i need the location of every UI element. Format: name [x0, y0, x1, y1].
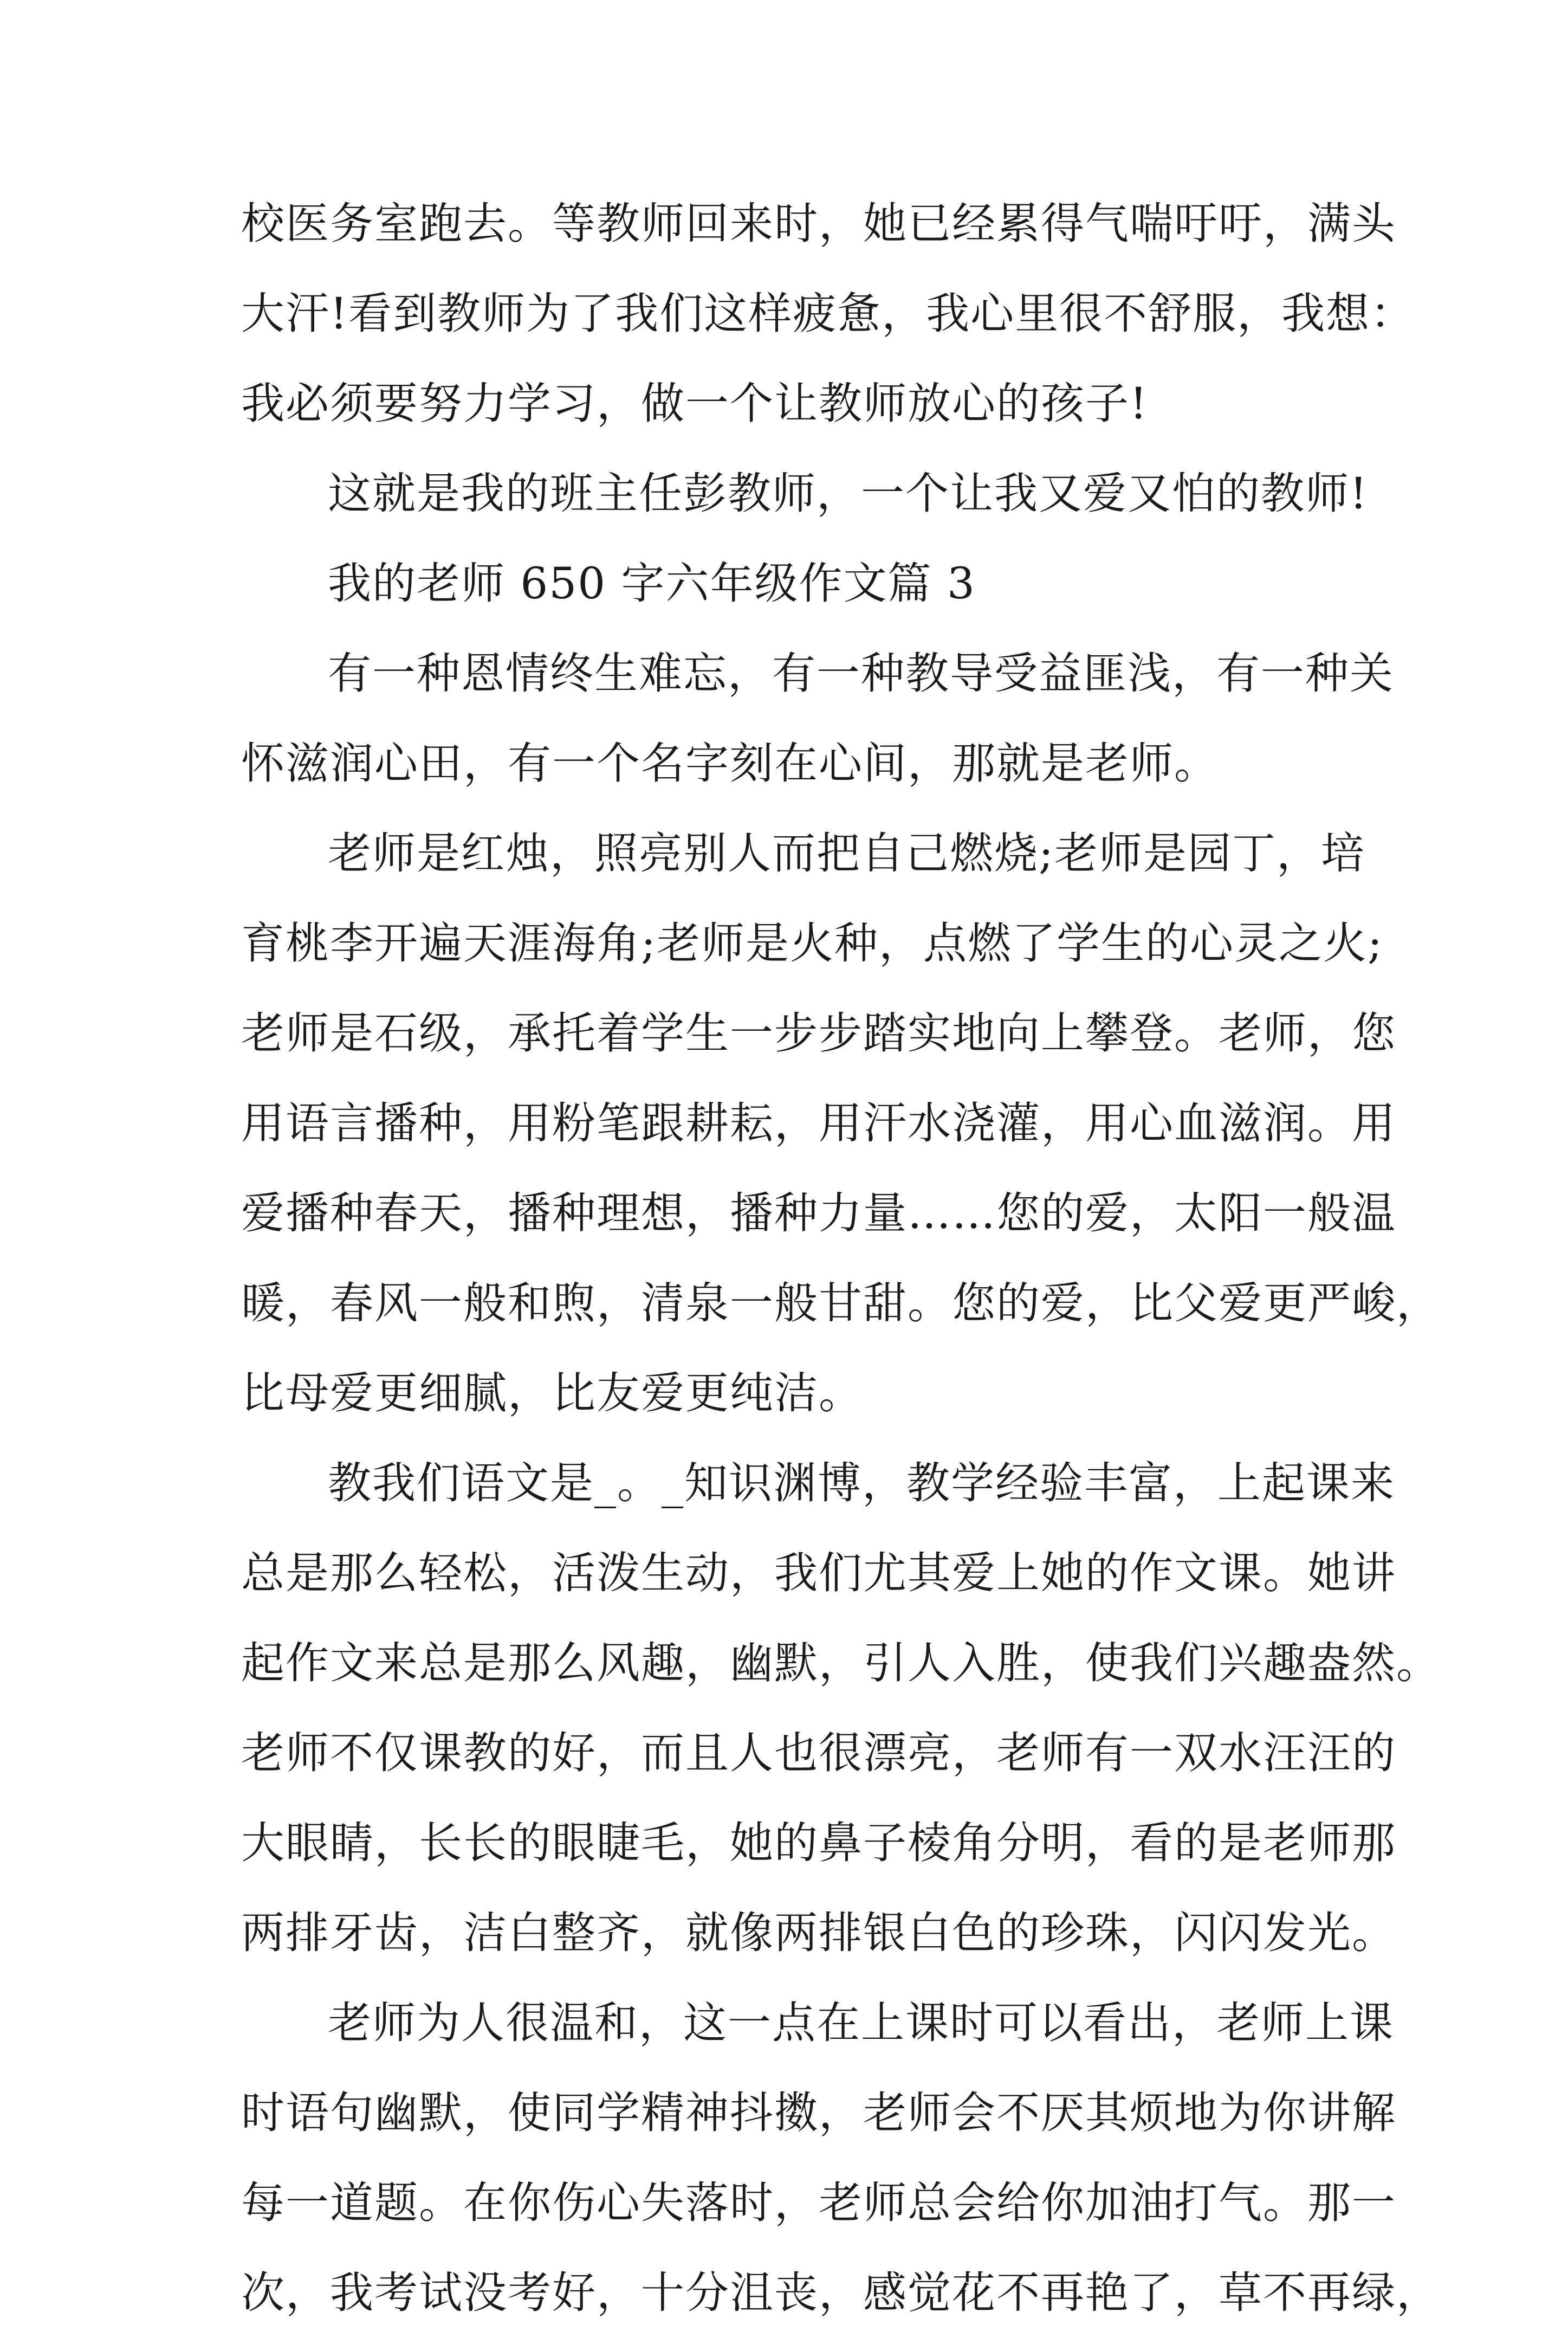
- text-line: 时语句幽默，使同学精神抖擞，老师会不厌其烦地为你讲解: [241, 2088, 1396, 2138]
- text-line: 教我们语文是_。_知识渊博，教学经验丰富，上起课来: [328, 1458, 1395, 1508]
- text-line: 用语言播种，用粉笔跟耕耘，用汗水浇灌，用心血滋润。用: [241, 1098, 1396, 1148]
- text-line: 老师是红烛，照亮别人而把自己燃烧;老师是园丁，培: [328, 828, 1365, 879]
- paragraph: [241, 1978, 1441, 2338]
- text-line: 次，我考试没考好，十分沮丧，感觉花不再艳了，草不再绿，: [241, 2268, 1441, 2318]
- text-line: 大眼睛，长长的眼睫毛，她的鼻子棱角分明，看的是老师那: [241, 1818, 1396, 1868]
- text-line: 暖，春风一般和煦，清泉一般甘甜。您的爱，比父爱更严峻，: [241, 1278, 1441, 1328]
- paragraph: [241, 449, 1369, 539]
- text-line: 爱播种春天，播种理想，播种力量……您的爱，太阳一般温: [241, 1188, 1396, 1238]
- text-line: 两排牙齿，洁白整齐，就像两排银白色的珍珠，闪闪发光。: [241, 1908, 1396, 1958]
- text-line: 每一道题。在你伤心失落时，老师总会给你加油打气。那一: [241, 2178, 1396, 2228]
- text-line: 比母爱更细腻，比友爱更纯洁。: [241, 1368, 863, 1418]
- text-line: 怀滋润心田，有一个名字刻在心间，那就是老师。: [241, 738, 1219, 789]
- text-line: 有一种恩情终生难忘，有一种教导受益匪浅，有一种关: [328, 648, 1394, 699]
- text-line: 起作文来总是那么风趣，幽默，引人入胜，使我们兴趣盎然。: [241, 1638, 1441, 1688]
- text-line: 这就是我的班主任彭教师，一个让我又爱又怕的教师!: [328, 468, 1369, 519]
- paragraph: [241, 629, 1394, 809]
- section-heading: [241, 539, 1346, 629]
- text-line: 我必须要努力学习，做一个让教师放心的孩子!: [241, 378, 1149, 429]
- text-line: 校医务室跑去。等教师回来时，她已经累得气喘吁吁，满头: [241, 198, 1396, 249]
- text-line: 老师是石级，承托着学生一步步踏实地向上攀登。老师，您: [241, 1008, 1396, 1058]
- paragraph: [241, 809, 1441, 1438]
- paragraph: [241, 1438, 1441, 1978]
- paragraph: [241, 179, 1415, 449]
- heading-text: 我的老师 650 字六年级作文篇 3: [328, 558, 976, 609]
- document-body: [241, 179, 1441, 2338]
- text-line: 老师不仅课教的好，而且人也很漂亮，老师有一双水汪汪的: [241, 1728, 1396, 1778]
- text-line: 大汗!看到教师为了我们这样疲惫，我心里很不舒服，我想：: [241, 288, 1415, 339]
- text-line: 老师为人很温和，这一点在上课时可以看出，老师上课: [328, 1998, 1394, 2048]
- text-line: 育桃李开遍天涯海角;老师是火种，点燃了学生的心灵之火;: [241, 918, 1383, 968]
- text-line: 总是那么轻松，活泼生动，我们尤其爱上她的作文课。她讲: [241, 1548, 1396, 1598]
